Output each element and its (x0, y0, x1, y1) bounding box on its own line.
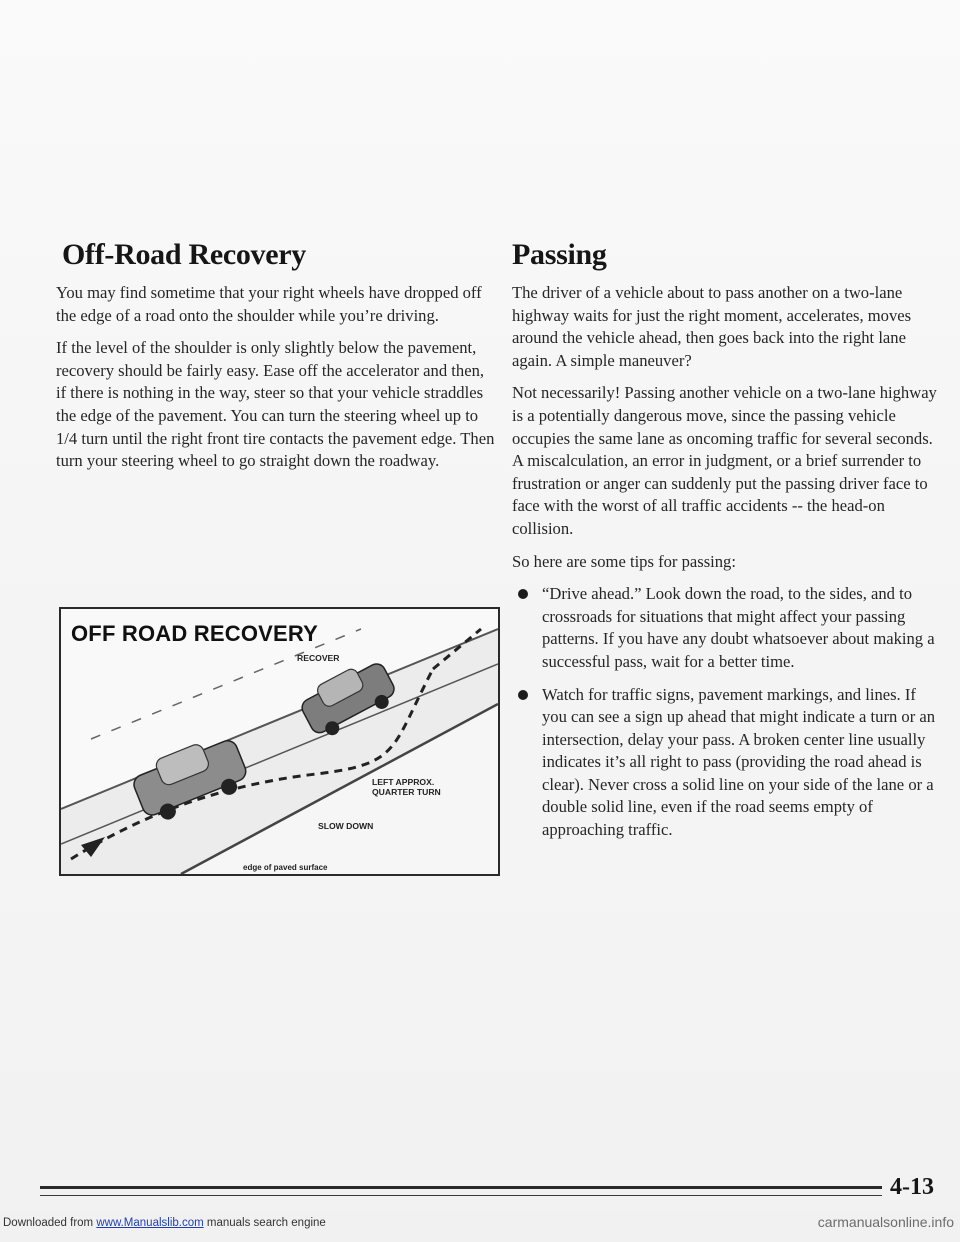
bullet-icon (518, 690, 528, 700)
figure-title: OFF ROAD RECOVERY (71, 621, 319, 646)
paragraph: If the level of the shoulder is only slightly below the pavement, recovery should be fairly easy. Ease off the accelerator and then, if there is nothing in the way, steer so that your vehicle straddles the edge of the pavement. You can turn the steering wheel up to 1/4 turn until the right front tire contacts the pavement edge. Then turn your steering wheel to go straight down the roadway. (56, 338, 495, 471)
bullet-icon (518, 589, 528, 599)
tip-text: “Drive ahead.” Look down the road, to the sides, and to crossroads for situations that might affect your passing patterns. If you have any doubt whatsoever about making a successful pass, wait for a better time. (542, 584, 935, 671)
list-item (512, 583, 944, 673)
passing-section (512, 238, 944, 852)
download-prefix: Downloaded from (3, 1217, 97, 1229)
page-number: 4-13 (890, 1174, 934, 1200)
list-item (512, 684, 944, 842)
recover-label: RECOVER (297, 653, 340, 663)
download-notice (3, 1217, 326, 1229)
off-road-recovery-illustration (59, 607, 500, 876)
tips-list (512, 583, 944, 842)
paragraph: You may find sometime that your right wheels have dropped off the edge of a road onto the shoulder while you’re driving. (56, 283, 482, 325)
road-drawing (61, 609, 498, 874)
manualslib-link[interactable]: www.Manualslib.com (96, 1217, 204, 1229)
left-turn-label (372, 777, 441, 797)
off-road-recovery-section (56, 238, 496, 483)
tip-text: Watch for traffic signs, pavement markings, and lines. If you can see a sign up ahead that might indicate a turn or an intersection, delay your pass. A broken center line usually indicates it’s all right to pass (providing the road ahead is clear). Never cross a solid line on your side of the lane or a double solid line, even if the road seems empty of approaching traffic. (542, 684, 936, 840)
watermark: carmanualsonline.info (817, 1214, 954, 1230)
section-title: Passing (512, 238, 607, 271)
edge-label: edge of paved surface (243, 863, 328, 872)
download-suffix: manuals search engine (203, 1217, 326, 1229)
footer-rule (40, 1186, 882, 1189)
footer-rule-thin (40, 1195, 882, 1196)
paragraph: The driver of a vehicle about to pass another on a two-lane highway waits for just the right moment, accelerates, moves around the vehicle ahead, then goes back into the right lane again. A simple maneuver? (512, 283, 912, 370)
slow-down-label: SLOW DOWN (318, 821, 374, 831)
left-turn-label-line1: LEFT APPROX. (372, 777, 435, 787)
section-title: Off-Road Recovery (62, 238, 306, 271)
paragraph: So here are some tips for passing: (512, 551, 736, 571)
paragraph: Not necessarily! Passing another vehicle on a two-lane highway is a potentially dangerous move, since the passing vehicle occupies the same lane as oncoming traffic for several seconds. A miscalculation, an error in judgment, or a brief surrender to frustration or anger can suddenly put the passing driver face to face with the worst of all traffic accidents -- the head-on collision. (512, 383, 937, 538)
left-turn-label-line2: QUARTER TURN (372, 787, 441, 797)
